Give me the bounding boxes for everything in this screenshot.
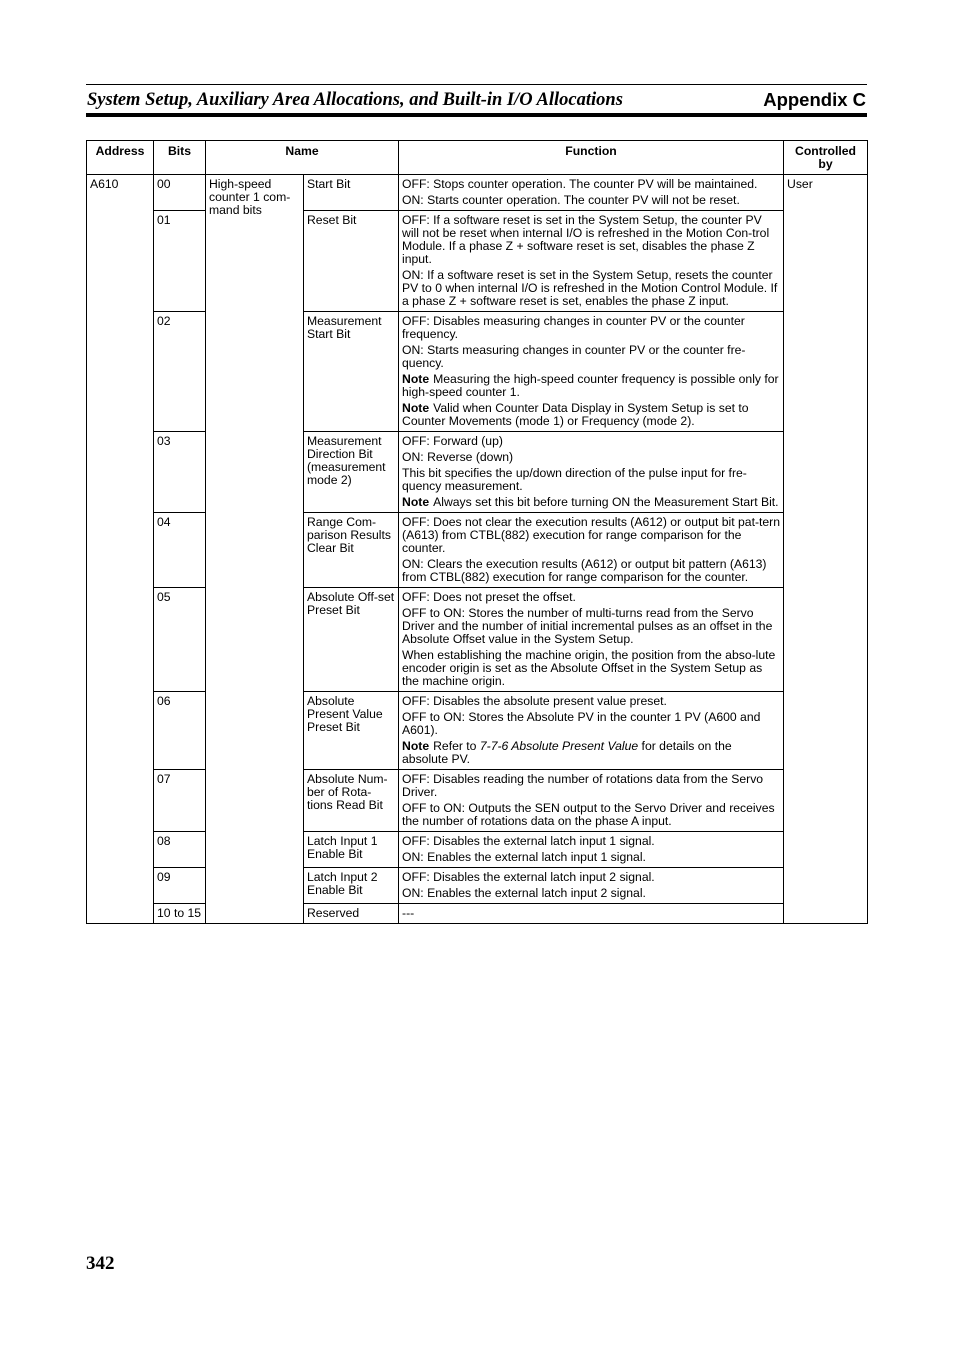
function-text: Valid when Counter Data Display in System Setup is set to Counter Movements (mode 1) or Frequency (mode 2). — [402, 401, 749, 428]
bit-name-cell: Reset Bit — [304, 211, 399, 312]
function-cell — [399, 588, 784, 692]
bits-cell: 06 — [154, 692, 206, 770]
table-row — [87, 868, 868, 904]
table-row — [87, 312, 868, 432]
table-row — [87, 904, 868, 924]
function-cell — [399, 312, 784, 432]
function-paragraph — [402, 344, 780, 370]
bit-name-cell: Absolute Num-ber of Rota-tions Read Bit — [304, 770, 399, 832]
note-label: Note — [402, 495, 430, 509]
table-row — [87, 588, 868, 692]
bits-cell: 05 — [154, 588, 206, 692]
function-cell — [399, 513, 784, 588]
running-header-title: System Setup, Auxiliary Area Allocations, and Built-in I/O Allocations — [87, 90, 623, 110]
table-header-row — [87, 141, 868, 175]
header-top-rule — [86, 84, 867, 85]
function-text: OFF: Does not clear the execution results (A612) or output bit pat-tern (A613) from CTBL(882) execution for range comparison for the counter. — [402, 515, 781, 555]
function-cell — [399, 770, 784, 832]
function-text: OFF to ON: Outputs the SEN output to the Servo Driver and receives the number of rotations data on the phase A input. — [402, 801, 775, 828]
function-paragraph — [402, 773, 780, 799]
column-header-bits: Bits — [154, 141, 206, 175]
function-paragraph — [402, 435, 780, 448]
bits-cell: 08 — [154, 832, 206, 868]
table-row — [87, 832, 868, 868]
bits-cell: 09 — [154, 868, 206, 904]
function-cell — [399, 692, 784, 770]
note-label: Note — [402, 401, 430, 415]
bit-name-cell: Reserved — [304, 904, 399, 924]
function-paragraph — [402, 802, 780, 828]
function-paragraph — [402, 467, 780, 493]
group-name-cell: High-speed counter 1 com-mand bits — [206, 175, 304, 924]
table-body — [87, 175, 868, 924]
function-text: OFF: Disables the external latch input 2 signal. — [402, 870, 655, 884]
function-cell — [399, 904, 784, 924]
function-text: for details on the absolute PV. — [402, 739, 732, 766]
function-text: OFF to ON: Stores the Absolute PV in the counter 1 PV (A600 and A601). — [402, 710, 761, 737]
function-note — [402, 496, 780, 509]
function-cell — [399, 175, 784, 211]
function-note — [402, 373, 780, 399]
function-text: ON: Enables the external latch input 1 signal. — [402, 850, 646, 864]
function-text: ON: Starts measuring changes in counter PV or the counter fre-quency. — [402, 343, 746, 370]
function-paragraph — [402, 591, 780, 604]
bits-cell: 02 — [154, 312, 206, 432]
bits-cell: 03 — [154, 432, 206, 513]
function-text: Always set this bit before turning ON the Measurement Start Bit. — [433, 495, 779, 509]
function-text: OFF: Does not preset the offset. — [402, 590, 576, 604]
column-header-controlled-by: Controlled by — [784, 141, 868, 175]
bit-name-cell: Absolute Present Value Preset Bit — [304, 692, 399, 770]
function-paragraph — [402, 711, 780, 737]
allocation-table — [86, 140, 868, 924]
table-row — [87, 211, 868, 312]
function-text: OFF: Disables the absolute present value preset. — [402, 694, 667, 708]
bits-cell: 07 — [154, 770, 206, 832]
function-note — [402, 740, 780, 766]
function-cell — [399, 832, 784, 868]
function-paragraph — [402, 871, 780, 884]
bit-name-cell: Range Com-parison Results Clear Bit — [304, 513, 399, 588]
page-number: 342 — [86, 1253, 115, 1274]
appendix-label: Appendix C — [763, 89, 866, 110]
bits-cell: 04 — [154, 513, 206, 588]
function-paragraph — [402, 558, 780, 584]
function-note — [402, 402, 780, 428]
function-text: ON: Reverse (down) — [402, 450, 514, 464]
column-header-address: Address — [87, 141, 154, 175]
function-paragraph — [402, 695, 780, 708]
function-paragraph — [402, 315, 780, 341]
column-header-name: Name — [206, 141, 399, 175]
controlled-by-cell: User — [784, 175, 868, 924]
table-row — [87, 175, 868, 211]
table-row — [87, 513, 868, 588]
bit-name-cell: Absolute Off-set Preset Bit — [304, 588, 399, 692]
bits-cell: 01 — [154, 211, 206, 312]
function-paragraph — [402, 887, 780, 900]
bit-name-cell: Measurement Direction Bit (measurement mode 2) — [304, 432, 399, 513]
address-cell: A610 — [87, 175, 154, 924]
table-row — [87, 432, 868, 513]
cross-reference: 7-7-6 Absolute Present Value — [479, 739, 639, 753]
function-text: OFF: Disables measuring changes in counter PV or the counter frequency. — [402, 314, 745, 341]
function-text: This bit specifies the up/down direction of the pulse input for fre-quency measurement. — [402, 466, 747, 493]
function-text: OFF: Stops counter operation. The counter PV will be maintained. — [402, 177, 758, 191]
bit-name-cell: Measurement Start Bit — [304, 312, 399, 432]
function-text: Refer to — [433, 739, 480, 753]
function-paragraph — [402, 607, 780, 646]
bit-name-cell: Start Bit — [304, 175, 399, 211]
function-cell — [399, 868, 784, 904]
function-paragraph — [402, 649, 780, 688]
function-paragraph — [402, 516, 780, 555]
function-cell — [399, 211, 784, 312]
function-text: Measuring the high-speed counter frequency is possible only for high-speed counter 1. — [402, 372, 779, 399]
function-text: ON: Clears the execution results (A612) or output bit pattern (A613) from CTBL(882) execution for range comparison for the counter. — [402, 557, 767, 584]
function-paragraph — [402, 451, 780, 464]
header-bottom-rule — [86, 113, 867, 117]
function-text: --- — [402, 906, 415, 920]
function-text: ON: Enables the external latch input 2 signal. — [402, 886, 646, 900]
note-label: Note — [402, 739, 430, 753]
note-label: Note — [402, 372, 430, 386]
function-cell — [399, 432, 784, 513]
function-text: OFF: Forward (up) — [402, 434, 503, 448]
column-header-function: Function — [399, 141, 784, 175]
bits-cell: 00 — [154, 175, 206, 211]
function-text: OFF: If a software reset is set in the System Setup, the counter PV will not be reset when internal I/O is refreshed in the Motion Con-trol Module. If a phase Z + software reset is set, disables the phase Z input. — [402, 213, 770, 266]
function-text: OFF: Disables reading the number of rotations data from the Servo Driver. — [402, 772, 764, 799]
function-text: OFF to ON: Stores the number of multi-turns read from the Servo Driver and the number of initial incremental pulses as an offset in the Absolute Offset value in the System Setup. — [402, 606, 773, 646]
function-paragraph — [402, 214, 780, 266]
function-paragraph — [402, 194, 780, 207]
table-row — [87, 770, 868, 832]
bits-cell: 10 to 15 — [154, 904, 206, 924]
bit-name-cell: Latch Input 1 Enable Bit — [304, 832, 399, 868]
function-paragraph — [402, 851, 780, 864]
function-text: ON: Starts counter operation. The counter PV will not be reset. — [402, 193, 740, 207]
function-text: When establishing the machine origin, the position from the abso-lute encoder origin is set as the Absolute Offset in the System Setup as the machine origin. — [402, 648, 776, 688]
function-paragraph — [402, 269, 780, 308]
function-paragraph — [402, 178, 780, 191]
function-text: OFF: Disables the external latch input 1 signal. — [402, 834, 655, 848]
function-paragraph — [402, 835, 780, 848]
function-paragraph — [402, 907, 780, 920]
function-text: ON: If a software reset is set in the System Setup, resets the counter PV to 0 when internal I/O is refreshed in the Motion Control Module. If a phase Z + software reset is set, enables the phase Z input. — [402, 268, 778, 308]
bit-name-cell: Latch Input 2 Enable Bit — [304, 868, 399, 904]
table-row — [87, 692, 868, 770]
